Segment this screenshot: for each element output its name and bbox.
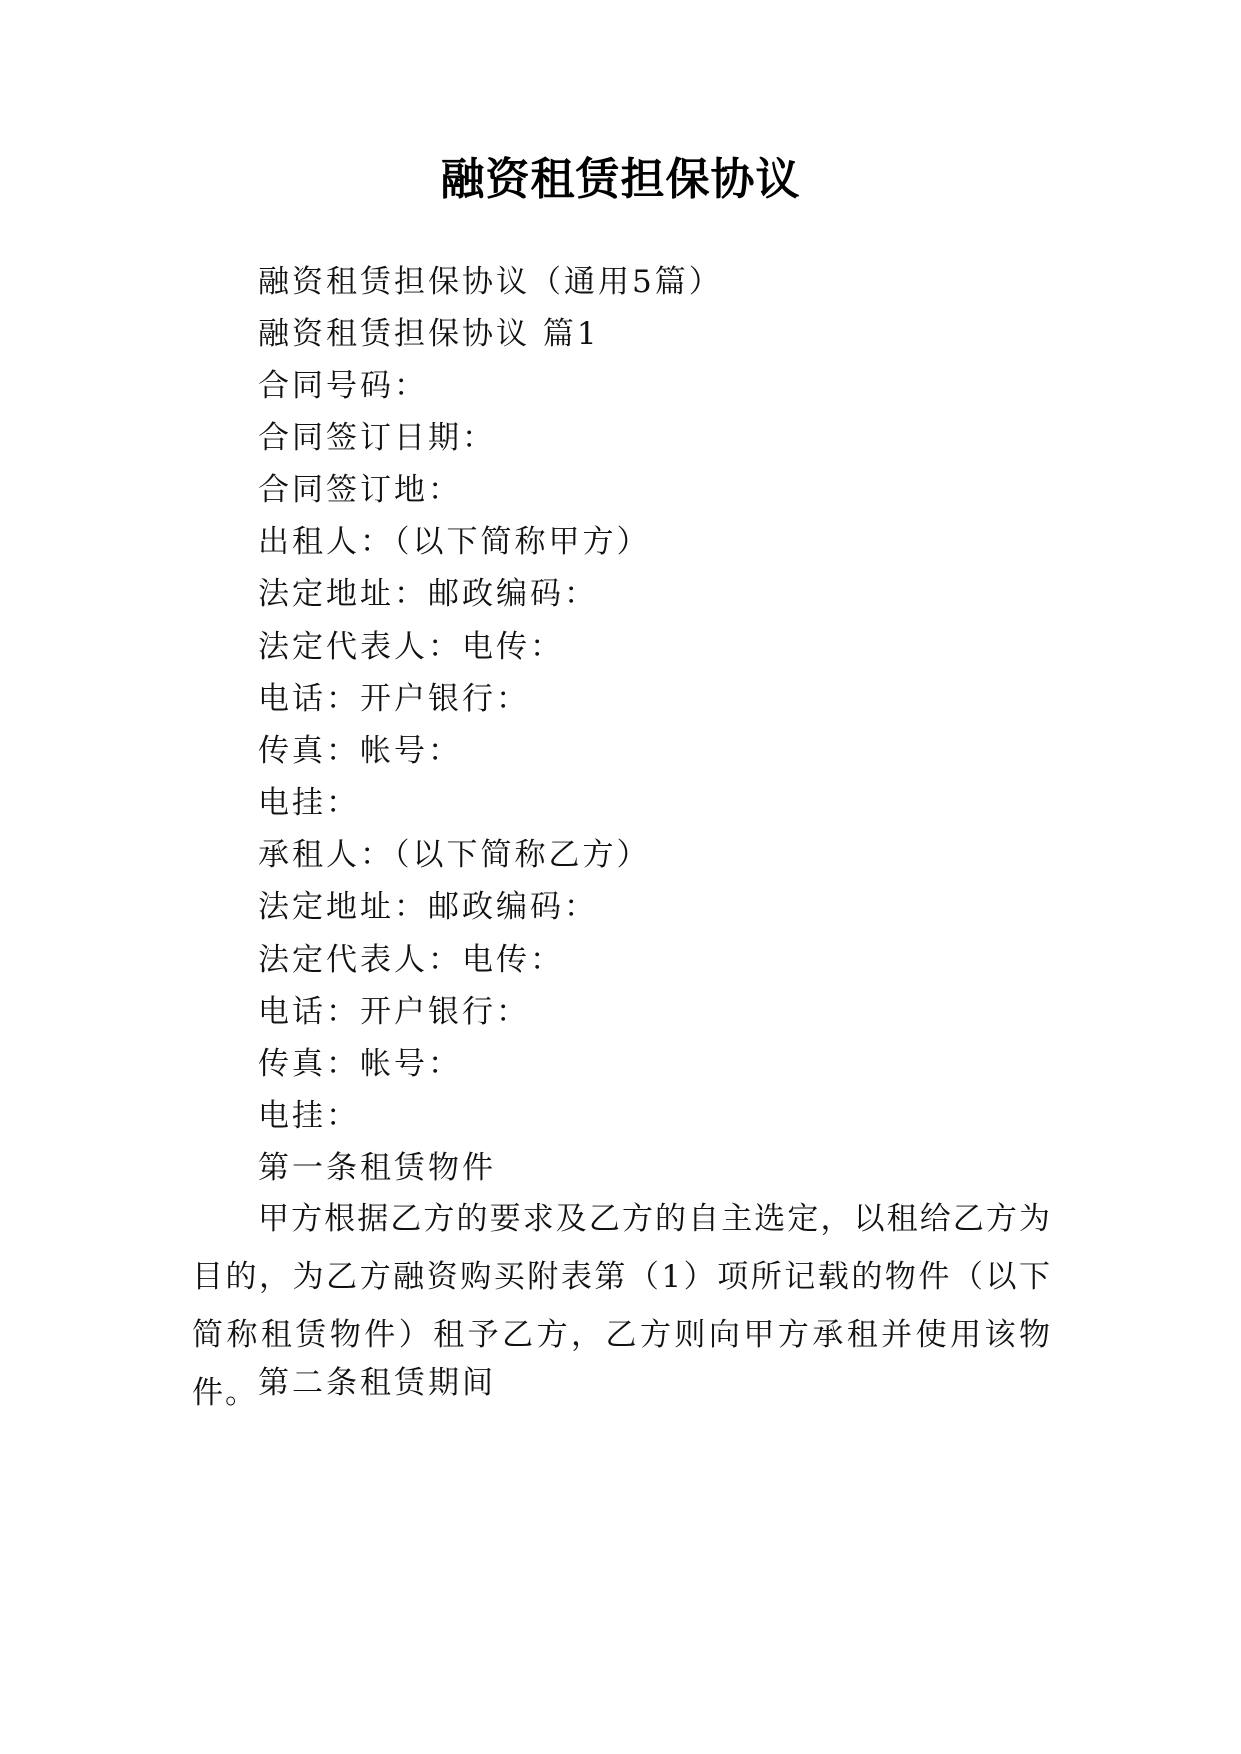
section-heading: 第二条租赁期间 <box>258 1365 496 1401</box>
text-line: 承租人：（以下简称乙方） <box>258 837 651 873</box>
text-line: 电话：开户银行： <box>258 994 530 1030</box>
text-line: 融资租赁担保协议 篇1 <box>258 316 600 352</box>
text-line: 法定地址：邮政编码： <box>258 889 598 925</box>
text-line: 出租人：（以下简称甲方） <box>258 524 651 560</box>
document-title: 融资租赁担保协议 <box>440 154 801 205</box>
text-line: 融资租赁担保协议（通用5篇） <box>258 264 723 300</box>
text-line: 法定代表人：电传： <box>258 629 564 665</box>
text-line: 传真：帐号： <box>258 1046 462 1082</box>
text-line: 电挂： <box>258 1098 360 1134</box>
text-line: 法定代表人：电传： <box>258 942 564 978</box>
text-line: 电挂： <box>258 785 360 821</box>
text-line: 合同签订地： <box>258 472 462 508</box>
section-heading: 第一条租赁物件 <box>258 1150 496 1186</box>
text-line: 合同号码： <box>258 368 428 404</box>
text-line: 法定地址：邮政编码： <box>258 576 598 612</box>
text-line: 合同签订日期： <box>258 420 496 456</box>
body-paragraph: 甲方根据乙方的要求及乙方的自主选定，以租给乙方为目的，为乙方融资购买附表第（1）项所记载的物件（以下简称租赁物件）租予乙方，乙方则向甲方承租并使用该物件。 <box>192 1201 1052 1411</box>
text-line: 传真：帐号： <box>258 733 462 769</box>
text-line: 电话：开户银行： <box>258 681 530 717</box>
